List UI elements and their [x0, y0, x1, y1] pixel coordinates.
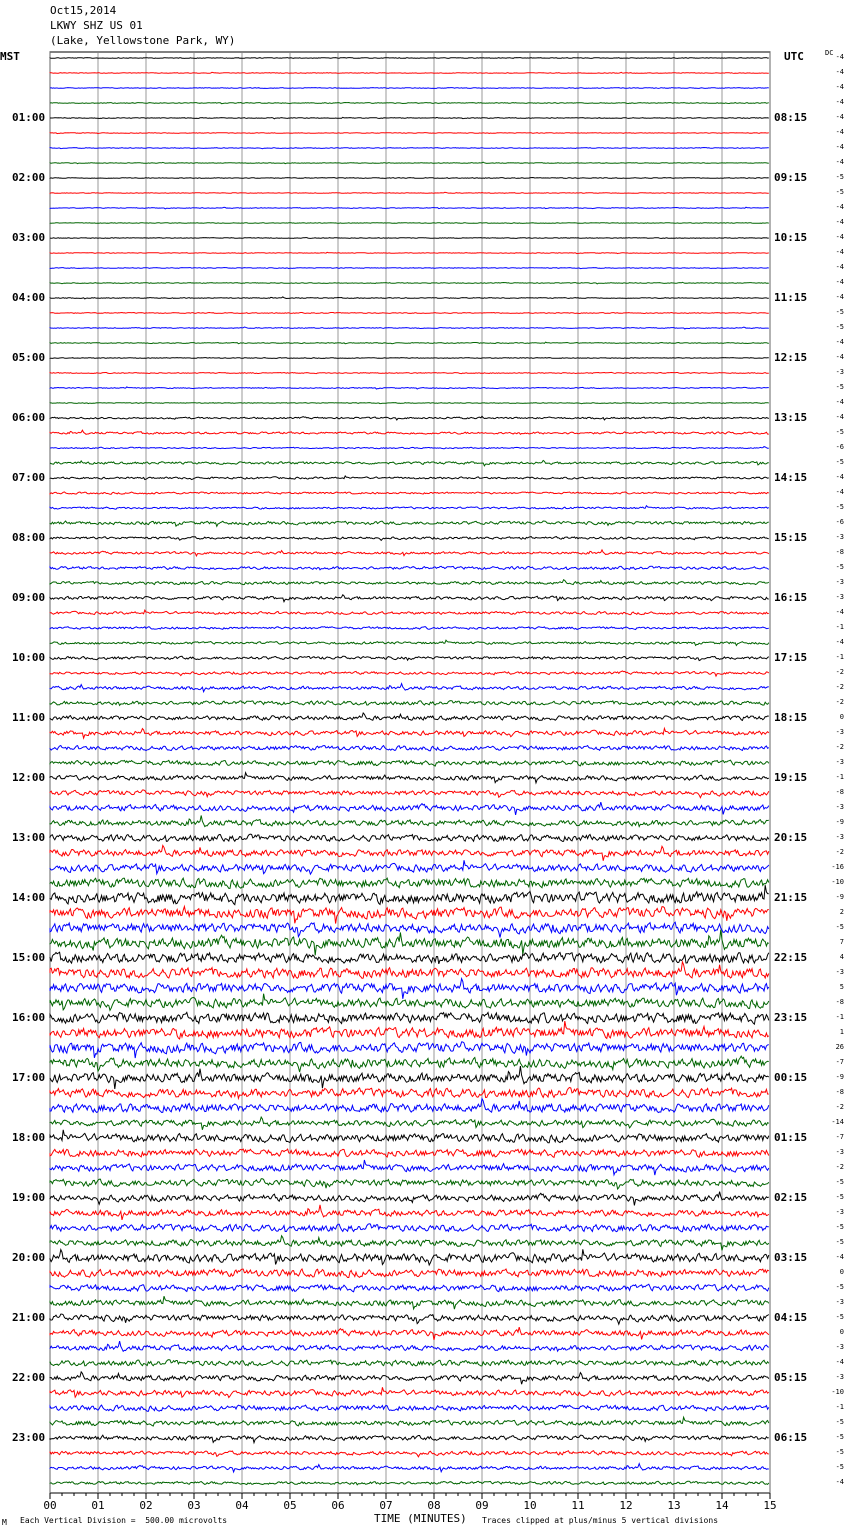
- trace-line: [50, 952, 769, 964]
- dc-offset-value: -8: [835, 1088, 844, 1096]
- trace-line: [50, 566, 769, 570]
- dc-offset-value: -4: [835, 218, 844, 226]
- trace-line: [50, 416, 769, 420]
- trace-line: [50, 878, 769, 888]
- dc-offset-value: -2: [835, 683, 844, 691]
- dc-offset-value: -9: [835, 1073, 844, 1081]
- trace-line: [50, 327, 769, 329]
- trace-line: [50, 930, 769, 956]
- x-tick-label: 08: [427, 1499, 441, 1512]
- dc-offset-value: -4: [835, 353, 844, 361]
- trace-line: [50, 773, 769, 783]
- dc-offset-value: -5: [835, 1418, 844, 1426]
- trace-line: [50, 671, 769, 676]
- trace-line: [50, 1451, 769, 1457]
- trace-line: [50, 447, 769, 449]
- trace-line: [50, 117, 769, 119]
- trace-line: [50, 268, 769, 269]
- dc-offset-value: -4: [835, 53, 844, 61]
- dc-offset-value: -5: [835, 323, 844, 331]
- dc-offset-value: -4: [835, 83, 844, 91]
- dc-offset-value: -5: [835, 1178, 844, 1186]
- mst-hour-label: 14:00: [12, 891, 46, 904]
- trace-line: [50, 1012, 769, 1024]
- x-tick-label: 09: [475, 1499, 489, 1512]
- dc-offset-value: -5: [835, 1433, 844, 1441]
- dc-offset-value: -4: [835, 338, 844, 346]
- header-station: LKWY SHZ US 01: [50, 19, 143, 32]
- trace-line: [50, 521, 769, 526]
- trace-line: [50, 72, 769, 73]
- x-tick-label: 05: [283, 1499, 297, 1512]
- x-tick-label: 15: [763, 1499, 777, 1512]
- utc-hour-label: 14:15: [774, 471, 808, 484]
- trace-line: [50, 962, 769, 978]
- trace-line: [50, 430, 769, 434]
- dc-offset-value: 0: [839, 1328, 844, 1336]
- dc-offset-value: 1: [839, 1028, 844, 1036]
- utc-hour-label: 11:15: [774, 291, 808, 304]
- trace-line: [50, 1269, 769, 1278]
- trace-line: [50, 1464, 769, 1472]
- dc-offset-value: -3: [835, 578, 844, 586]
- utc-hour-label: 20:15: [774, 831, 808, 844]
- dc-offset-value: -2: [835, 848, 844, 856]
- trace-line: [50, 1088, 769, 1099]
- trace-line: [50, 1117, 769, 1130]
- trace-line: [50, 1236, 769, 1251]
- dc-offset-value: -2: [835, 668, 844, 676]
- trace-line: [50, 387, 769, 389]
- x-tick-label: 07: [379, 1499, 393, 1512]
- trace-line: [50, 178, 769, 179]
- trace-line: [50, 1042, 769, 1058]
- trace-line: [50, 627, 769, 630]
- dc-offset-value: 26: [835, 1043, 844, 1051]
- dc-offset-value: -2: [835, 743, 844, 751]
- utc-hour-label: 01:15: [774, 1131, 808, 1144]
- trace-line: [50, 297, 769, 299]
- trace-line: [50, 133, 769, 134]
- trace-line: [50, 1387, 769, 1397]
- mst-hour-label: 23:00: [12, 1431, 46, 1444]
- dc-offset-value: -9: [835, 893, 844, 901]
- dc-offset-value: -4: [835, 1253, 844, 1261]
- dc-offset-value: -5: [835, 563, 844, 571]
- mst-hour-label: 11:00: [12, 711, 46, 724]
- dc-offset-value: -4: [835, 248, 844, 256]
- mst-hour-label: 08:00: [12, 531, 46, 544]
- footer-clip-note: Traces clipped at plus/minus 5 vertical divisions: [482, 1516, 719, 1525]
- dc-offset-value: -4: [835, 293, 844, 301]
- trace-line: [50, 1021, 769, 1039]
- x-tick-label: 11: [571, 1499, 585, 1512]
- trace-line: [50, 701, 769, 706]
- mst-hour-label: 15:00: [12, 951, 46, 964]
- dc-header-label: DC: [825, 49, 834, 57]
- trace-line: [50, 802, 769, 815]
- dc-offset-value: -3: [835, 1208, 844, 1216]
- dc-offset-value: -2: [835, 1103, 844, 1111]
- trace-line: [50, 1066, 769, 1089]
- trace-line: [50, 1327, 769, 1340]
- trace-line: [50, 1192, 769, 1206]
- dc-offset-value: -5: [835, 1223, 844, 1231]
- trace-line: [50, 282, 769, 284]
- dc-offset-value: -4: [835, 488, 844, 496]
- dc-offset-value: -3: [835, 368, 844, 376]
- x-tick-label: 13: [667, 1499, 681, 1512]
- mst-hour-label: 17:00: [12, 1071, 46, 1084]
- trace-line: [50, 1160, 769, 1175]
- dc-offset-value: -3: [835, 1343, 844, 1351]
- trace-line: [50, 728, 769, 738]
- utc-hour-label: 10:15: [774, 231, 808, 244]
- trace-line: [50, 238, 769, 239]
- mst-hour-label: 06:00: [12, 411, 46, 424]
- trace-line: [50, 640, 769, 645]
- trace-line: [50, 834, 769, 841]
- dc-offset-value: -5: [835, 1193, 844, 1201]
- dc-offset-value: -4: [835, 158, 844, 166]
- utc-hour-label: 12:15: [774, 351, 808, 364]
- mst-hour-label: 03:00: [12, 231, 46, 244]
- dc-offset-value: -4: [835, 98, 844, 106]
- x-tick-label: 04: [235, 1499, 249, 1512]
- utc-hour-label: 22:15: [774, 951, 808, 964]
- dc-offset-value: -4: [835, 113, 844, 121]
- trace-line: [50, 1179, 769, 1189]
- trace-line: [50, 403, 769, 404]
- trace-line: [50, 1417, 769, 1426]
- dc-offset-value: -1: [835, 1403, 844, 1411]
- dc-offset-value: -4: [835, 1478, 844, 1486]
- dc-offset-value: -5: [835, 923, 844, 931]
- mst-hour-label: 02:00: [12, 171, 46, 184]
- trace-line: [50, 979, 769, 999]
- dc-offset-value: -8: [835, 548, 844, 556]
- trace-line: [50, 1249, 769, 1265]
- x-tick-label: 03: [187, 1499, 201, 1512]
- trace-line: [50, 746, 769, 751]
- dc-offset-value: -4: [835, 1358, 844, 1366]
- trace-line: [50, 580, 769, 585]
- dc-offset-value: -2: [835, 698, 844, 706]
- trace-line: [50, 1372, 769, 1384]
- trace-line: [50, 506, 769, 510]
- dc-offset-value: -5: [835, 1313, 844, 1321]
- dc-offset-value: -5: [835, 1238, 844, 1246]
- utc-hour-label: 19:15: [774, 771, 808, 784]
- utc-hour-label: 09:15: [774, 171, 808, 184]
- dc-offset-value: -5: [835, 458, 844, 466]
- dc-offset-value: -2: [835, 1163, 844, 1171]
- footer-scale-note: Each Vertical Division = 500.00 microvolts: [20, 1516, 228, 1525]
- trace-line: [50, 1405, 769, 1411]
- utc-hour-label: 00:15: [774, 1071, 808, 1084]
- trace-line: [50, 223, 769, 224]
- trace-line: [50, 476, 769, 480]
- dc-offset-value: -3: [835, 1148, 844, 1156]
- mst-hour-label: 04:00: [12, 291, 46, 304]
- trace-line: [50, 1435, 769, 1442]
- trace-line: [50, 1314, 769, 1324]
- mst-hour-label: 07:00: [12, 471, 46, 484]
- trace-line: [50, 713, 769, 720]
- dc-offset-value: -3: [835, 758, 844, 766]
- dc-offset-value: -5: [835, 428, 844, 436]
- utc-hour-label: 16:15: [774, 591, 808, 604]
- trace-line: [50, 537, 769, 541]
- mst-hour-label: 22:00: [12, 1371, 46, 1384]
- x-axis-title: TIME (MINUTES): [374, 1512, 467, 1525]
- dc-offset-value: -8: [835, 788, 844, 796]
- trace-line: [50, 846, 769, 861]
- trace-line: [50, 1296, 769, 1309]
- mst-hour-label: 19:00: [12, 1191, 46, 1204]
- utc-hour-label: 21:15: [774, 891, 808, 904]
- dc-offset-value: 0: [839, 713, 844, 721]
- dc-offset-value: -3: [835, 968, 844, 976]
- dc-offset-value: -14: [831, 1118, 844, 1126]
- mst-hour-label: 18:00: [12, 1131, 46, 1144]
- dc-offset-value: -5: [835, 1463, 844, 1471]
- trace-line: [50, 816, 769, 827]
- trace-line: [50, 372, 769, 373]
- dc-offset-value: -16: [831, 863, 844, 871]
- x-tick-label: 01: [91, 1499, 105, 1512]
- mst-hour-label: 09:00: [12, 591, 46, 604]
- dc-offset-value: -5: [835, 383, 844, 391]
- trace-line: [50, 1360, 769, 1366]
- dc-offset-value: -4: [835, 608, 844, 616]
- trace-line: [50, 358, 769, 359]
- trace-line: [50, 58, 769, 59]
- trace-line: [50, 790, 769, 798]
- dc-offset-value: -5: [835, 308, 844, 316]
- dc-offset-value: -3: [835, 728, 844, 736]
- dc-offset-value: -4: [835, 263, 844, 271]
- trace-line: [50, 461, 769, 466]
- trace-line: [50, 610, 769, 614]
- dc-offset-value: -1: [835, 623, 844, 631]
- left-timezone-label: MST: [0, 50, 20, 63]
- dc-offset-value: -4: [835, 278, 844, 286]
- mst-hour-label: 01:00: [12, 111, 46, 124]
- dc-offset-value: -1: [835, 1013, 844, 1021]
- trace-line: [50, 550, 769, 556]
- utc-hour-label: 03:15: [774, 1251, 808, 1264]
- trace-line: [50, 492, 769, 494]
- trace-line: [50, 162, 769, 164]
- utc-hour-label: 13:15: [774, 411, 808, 424]
- x-tick-label: 02: [139, 1499, 153, 1512]
- dc-offset-value: -3: [835, 593, 844, 601]
- trace-line: [50, 885, 769, 904]
- dc-offset-value: 2: [839, 908, 844, 916]
- dc-offset-value: -3: [835, 803, 844, 811]
- dc-offset-value: -1: [835, 653, 844, 661]
- trace-line: [50, 922, 769, 937]
- trace-line: [50, 1130, 769, 1143]
- dc-offset-value: -4: [835, 413, 844, 421]
- utc-hour-label: 05:15: [774, 1371, 808, 1384]
- mst-hour-label: 13:00: [12, 831, 46, 844]
- dc-offset-value: -5: [835, 1283, 844, 1291]
- utc-hour-label: 17:15: [774, 651, 808, 664]
- trace-line: [50, 907, 769, 924]
- trace-line: [50, 1056, 769, 1072]
- header-location: (Lake, Yellowstone Park, WY): [50, 34, 236, 47]
- dc-offset-value: -3: [835, 833, 844, 841]
- mst-hour-label: 05:00: [12, 351, 46, 364]
- trace-line: [50, 760, 769, 766]
- utc-hour-label: 02:15: [774, 1191, 808, 1204]
- dc-offset-value: 0: [839, 1268, 844, 1276]
- dc-offset-value: -10: [831, 878, 844, 886]
- x-tick-label: 10: [523, 1499, 537, 1512]
- dc-offset-value: -4: [835, 203, 844, 211]
- mst-hour-label: 20:00: [12, 1251, 46, 1264]
- footer-corner-mark: M: [2, 1518, 7, 1527]
- trace-line: [50, 1205, 769, 1220]
- right-timezone-label: UTC: [784, 50, 804, 63]
- dc-offset-value: -1: [835, 773, 844, 781]
- dc-offset-value: -7: [835, 1133, 844, 1141]
- trace-line: [50, 207, 769, 209]
- dc-offset-value: 5: [839, 983, 844, 991]
- dc-offset-value: -4: [835, 233, 844, 241]
- dc-offset-value: -5: [835, 188, 844, 196]
- trace-line: [50, 1481, 769, 1485]
- utc-hour-label: 08:15: [774, 111, 808, 124]
- trace-line: [50, 1099, 769, 1113]
- trace-line: [50, 103, 769, 104]
- dc-offset-value: -3: [835, 533, 844, 541]
- mst-hour-label: 10:00: [12, 651, 46, 664]
- dc-offset-value: -4: [835, 68, 844, 76]
- x-tick-label: 00: [43, 1499, 57, 1512]
- x-tick-label: 06: [331, 1499, 345, 1512]
- trace-line: [50, 1149, 769, 1157]
- utc-hour-label: 04:15: [774, 1311, 808, 1324]
- trace-line: [50, 994, 769, 1011]
- dc-offset-value: -6: [835, 443, 844, 451]
- trace-line: [50, 684, 769, 692]
- header-date: Oct15,2014: [50, 4, 117, 17]
- dc-offset-value: -3: [835, 1373, 844, 1381]
- trace-line: [50, 860, 769, 874]
- utc-hour-label: 06:15: [774, 1431, 808, 1444]
- dc-offset-value: -6: [835, 518, 844, 526]
- dc-offset-value: 4: [839, 953, 844, 961]
- dc-offset-value: -4: [835, 128, 844, 136]
- trace-line: [50, 148, 769, 149]
- dc-offset-value: -4: [835, 398, 844, 406]
- trace-line: [50, 1224, 769, 1232]
- trace-line: [50, 88, 769, 89]
- trace-line: [50, 1341, 769, 1351]
- trace-line: [50, 192, 769, 193]
- dc-offset-value: -5: [835, 173, 844, 181]
- mst-hour-label: 16:00: [12, 1011, 46, 1024]
- dc-offset-value: -8: [835, 998, 844, 1006]
- dc-offset-value: -5: [835, 1448, 844, 1456]
- trace-line: [50, 252, 769, 253]
- x-tick-label: 14: [715, 1499, 729, 1512]
- trace-line: [50, 313, 769, 314]
- utc-hour-label: 18:15: [774, 711, 808, 724]
- trace-line: [50, 656, 769, 660]
- dc-offset-value: -3: [835, 1298, 844, 1306]
- dc-offset-value: -5: [835, 503, 844, 511]
- dc-offset-value: 7: [839, 938, 844, 946]
- dc-offset-value: -4: [835, 638, 844, 646]
- dc-offset-value: -7: [835, 1058, 844, 1066]
- utc-hour-label: 15:15: [774, 531, 808, 544]
- x-tick-label: 12: [619, 1499, 633, 1512]
- mst-hour-label: 21:00: [12, 1311, 46, 1324]
- utc-hour-label: 23:15: [774, 1011, 808, 1024]
- trace-line: [50, 595, 769, 602]
- dc-offset-value: -4: [835, 143, 844, 151]
- dc-offset-value: -10: [831, 1388, 844, 1396]
- trace-line: [50, 342, 769, 344]
- dc-offset-value: -4: [835, 473, 844, 481]
- trace-line: [50, 1284, 769, 1292]
- mst-hour-label: 12:00: [12, 771, 46, 784]
- dc-offset-value: -9: [835, 818, 844, 826]
